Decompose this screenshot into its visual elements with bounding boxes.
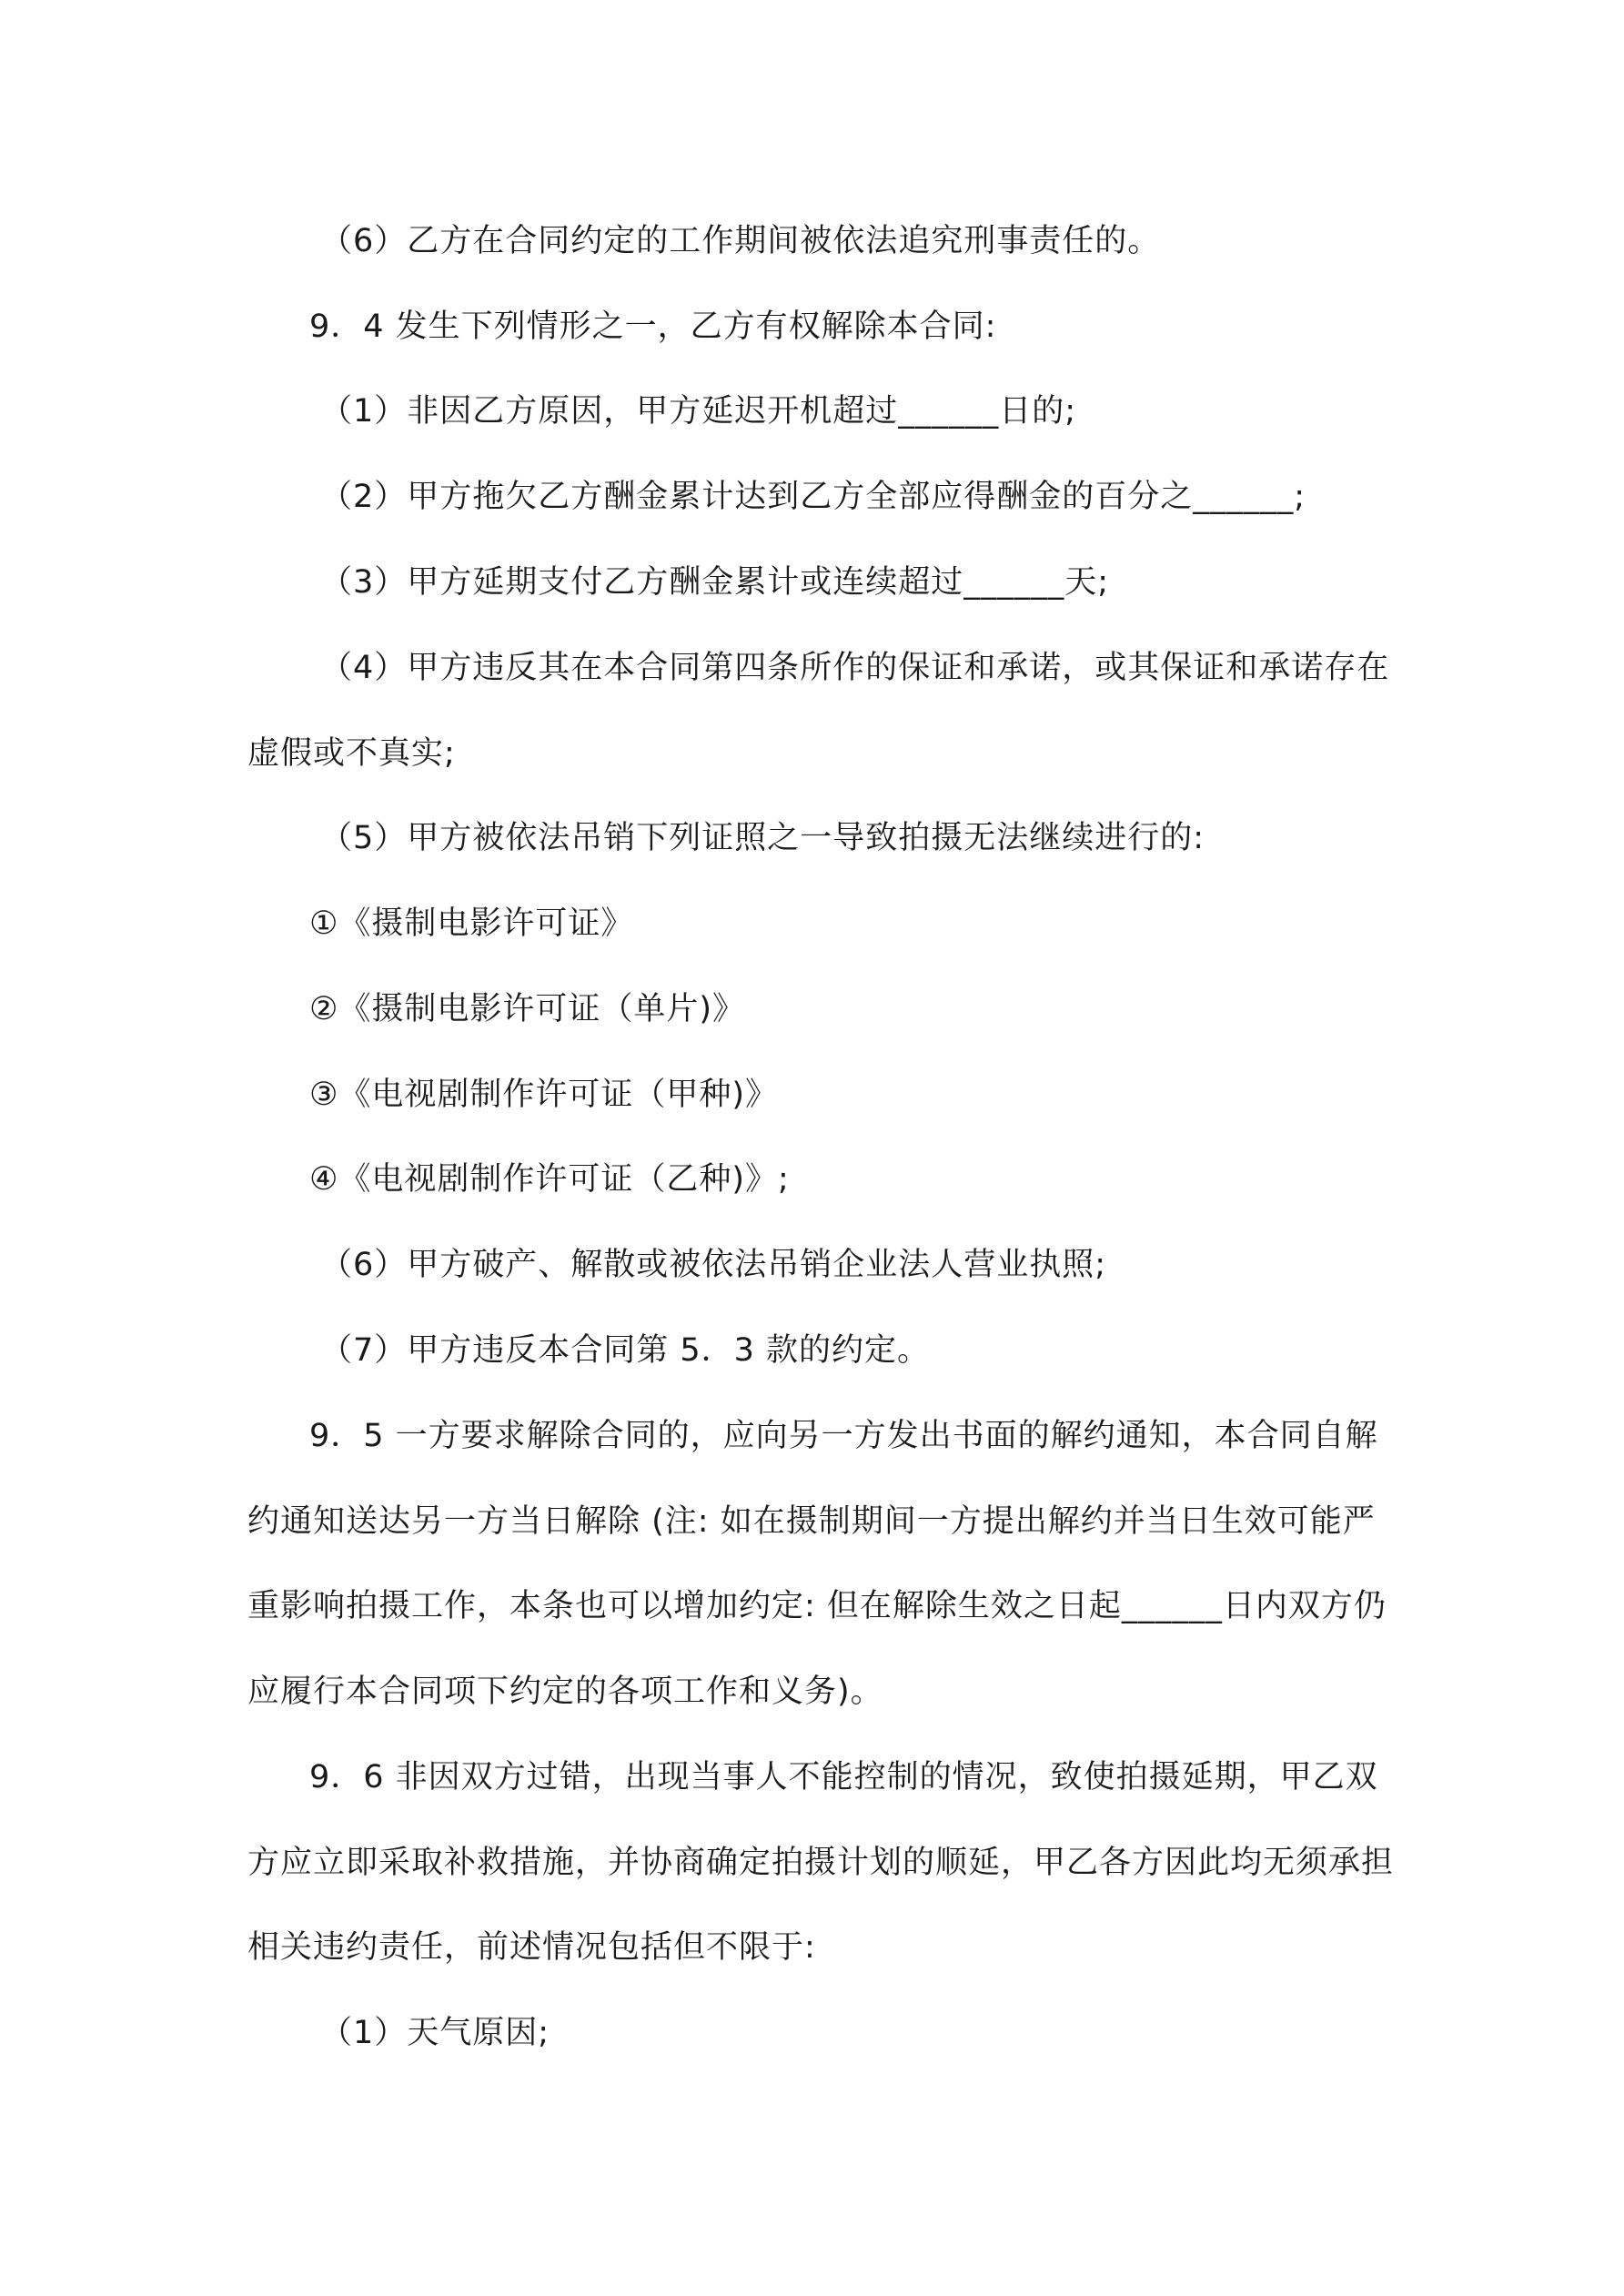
clause-9-3-item-6: （6）乙方在合同约定的工作期间被依法追究刑事责任的。 <box>320 223 1161 259</box>
clause-9-4-item-2: （2）甲方拖欠乙方酬金累计达到乙方全部应得酬金的百分之______; <box>320 479 1306 515</box>
clause-9-4-item-7: （7）甲方违反本合同第 5．3 款的约定。 <box>320 1332 931 1369</box>
clause-9-6-line-2: 方应立即采取补救措施，并协商确定拍摄计划的顺延，甲乙各方因此均无须承担 <box>247 1845 1395 1881</box>
clause-9-6-item-1: （1）天气原因; <box>320 2015 550 2051</box>
clause-9-5-line-2: 约通知送达另一方当日解除 (注: 如在摄制期间一方提出解约并当日生效可能严 <box>247 1503 1376 1540</box>
clause-9-6-line-1: 9．6 非因双方过错，出现当事人不能控制的情况，致使拍摄延期，甲乙双 <box>309 1759 1378 1795</box>
clause-9-4-item-4-cont: 虚假或不真实; <box>247 735 456 772</box>
clause-9-6-line-3: 相关违约责任，前述情况包括但不限于: <box>247 1929 816 1966</box>
clause-9-5-line-3: 重影响拍摄工作，本条也可以增加约定: 但在解除生效之日起______日内双方仍 <box>247 1588 1387 1624</box>
licence-item-1: ①《摄制电影许可证》 <box>309 905 634 942</box>
clause-9-4-item-6: （6）甲方破产、解散或被依法吊销企业法人营业执照; <box>320 1247 1107 1283</box>
clause-9-4-item-3: （3）甲方延期支付乙方酬金累计或连续超过______天; <box>320 564 1110 601</box>
licence-item-3: ③《电视剧制作许可证（甲种)》 <box>309 1077 779 1113</box>
clause-9-4-item-5: （5）甲方被依法吊销下列证照之一导致拍摄无法继续进行的: <box>320 820 1205 856</box>
licence-item-4: ④《电视剧制作许可证（乙种)》; <box>309 1161 790 1198</box>
clause-9-5-line-1: 9．5 一方要求解除合同的，应向另一方发出书面的解约通知，本合同自解 <box>309 1418 1378 1454</box>
clause-9-4-item-4: （4）甲方违反其在本合同第四条所作的保证和承诺，或其保证和承诺存在 <box>320 650 1390 686</box>
licence-item-2: ②《摄制电影许可证（单片)》 <box>309 991 746 1027</box>
clause-9-5-line-4: 应履行本合同项下约定的各项工作和义务)。 <box>247 1674 883 1710</box>
clause-9-4-item-1: （1）非因乙方原因，甲方延迟开机超过______日的; <box>320 393 1077 430</box>
clause-9-4-heading: 9．4 发生下列情形之一，乙方有权解除本合同: <box>309 308 997 345</box>
